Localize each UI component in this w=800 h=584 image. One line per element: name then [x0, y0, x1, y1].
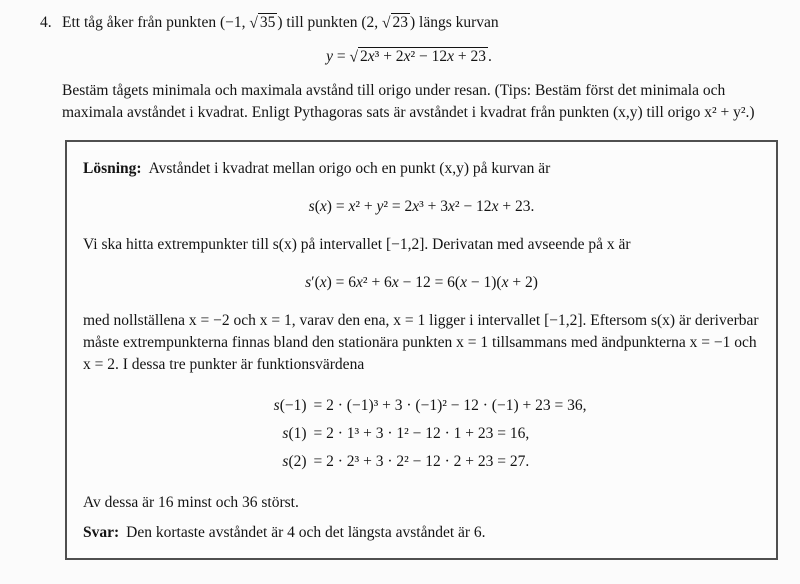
answer-label: Svar: [83, 524, 120, 541]
distance-equation: s(x) = x² + y² = 2x³ + 3x² − 12x + 23. [308, 198, 535, 215]
equation-row-lhs: s(−1) [273, 397, 307, 414]
radicand-35: 35 [259, 14, 276, 31]
derivative-equation-wrap [83, 272, 760, 294]
solution-label: Lösning: [83, 160, 142, 177]
equation-row [257, 448, 587, 476]
problem-intro-post: ) längs kurvan [410, 14, 499, 31]
distance-equation-wrap [83, 196, 760, 218]
equation-row-rhs: = 2 · (−1)³ + 3 · (−1)² − 12 · (−1) + 23 = 36, [313, 397, 587, 414]
answer-line [83, 522, 760, 544]
sqrt-35 [249, 14, 277, 31]
problem-number: 4. [40, 14, 52, 31]
radical-sign: √ [249, 14, 258, 32]
solution-intro-line [83, 158, 760, 180]
problem-intro-pre: Ett tåg åker från punkten (−1, [62, 14, 250, 31]
solution-intro-text: Avståndet i kvadrat mellan origo och en punkt (x,y) på kurvan är [148, 160, 551, 177]
derivative-intro: Vi ska hitta extrempunkter till s(x) på intervallet [−1,2]. Derivatan med avseende på x är [83, 236, 631, 253]
analysis-paragraph: med nollställena x = −2 och x = 1, varav den ena, x = 1 ligger i intervallet [−1,2]. Eftersom s(x) är deriverbar måste extrempunkterna finnas bland den stationära punkten x = 1 tillsammans med ändpunkterna x = −1 och x = 2. I dessa tre punkter är funktionsvärdena [83, 312, 759, 373]
radical-sign: √ [349, 48, 359, 66]
curve-equation-lhs: y = [326, 48, 350, 65]
problem-intro [62, 12, 499, 34]
curve-equation-suffix: . [487, 48, 492, 65]
radicand-23: 23 [392, 14, 409, 31]
radical-sign: √ [382, 14, 391, 32]
problem-intro-mid: ) till punkten (2, [277, 14, 382, 31]
curve-equation [40, 46, 778, 68]
equation-row-rhs: = 2 · 1³ + 3 · 1² − 12 · 1 + 23 = 16, [313, 425, 530, 442]
equation-row [257, 392, 587, 420]
equation-row-lhs: s(2) [282, 453, 307, 470]
min-max-line: Av dessa är 16 minst och 36 störst. [83, 494, 299, 511]
derivative-equation: s′(x) = 6x² + 6x − 12 = 6(x − 1)(x + 2) [305, 274, 538, 291]
tip-paragraph: Bestäm tågets minimala och maximala avstånd till origo under resan. (Tips: Bestäm först det minimala och maximala avståndet i kvadrat. Enligt Pythagoras sats är avståndet i kvadrat från punkten (x,y) till origo x² + y².) [62, 82, 755, 121]
curve-equation-radicand: 2x³ + 2x² − 12x + 23 [360, 48, 486, 65]
equation-row [257, 420, 587, 448]
curve-equation-sqrt [350, 48, 488, 65]
problem-statement [40, 12, 778, 34]
equation-row-lhs: s(1) [282, 425, 307, 442]
answer-text: Den kortaste avståndet är 4 och det längsta avståndet är 6. [126, 524, 486, 541]
function-values-block [257, 392, 587, 476]
sqrt-23 [382, 14, 410, 31]
equation-row-rhs: = 2 · 2³ + 3 · 2² − 12 · 2 + 23 = 27. [313, 453, 530, 470]
solution-box [65, 140, 778, 560]
